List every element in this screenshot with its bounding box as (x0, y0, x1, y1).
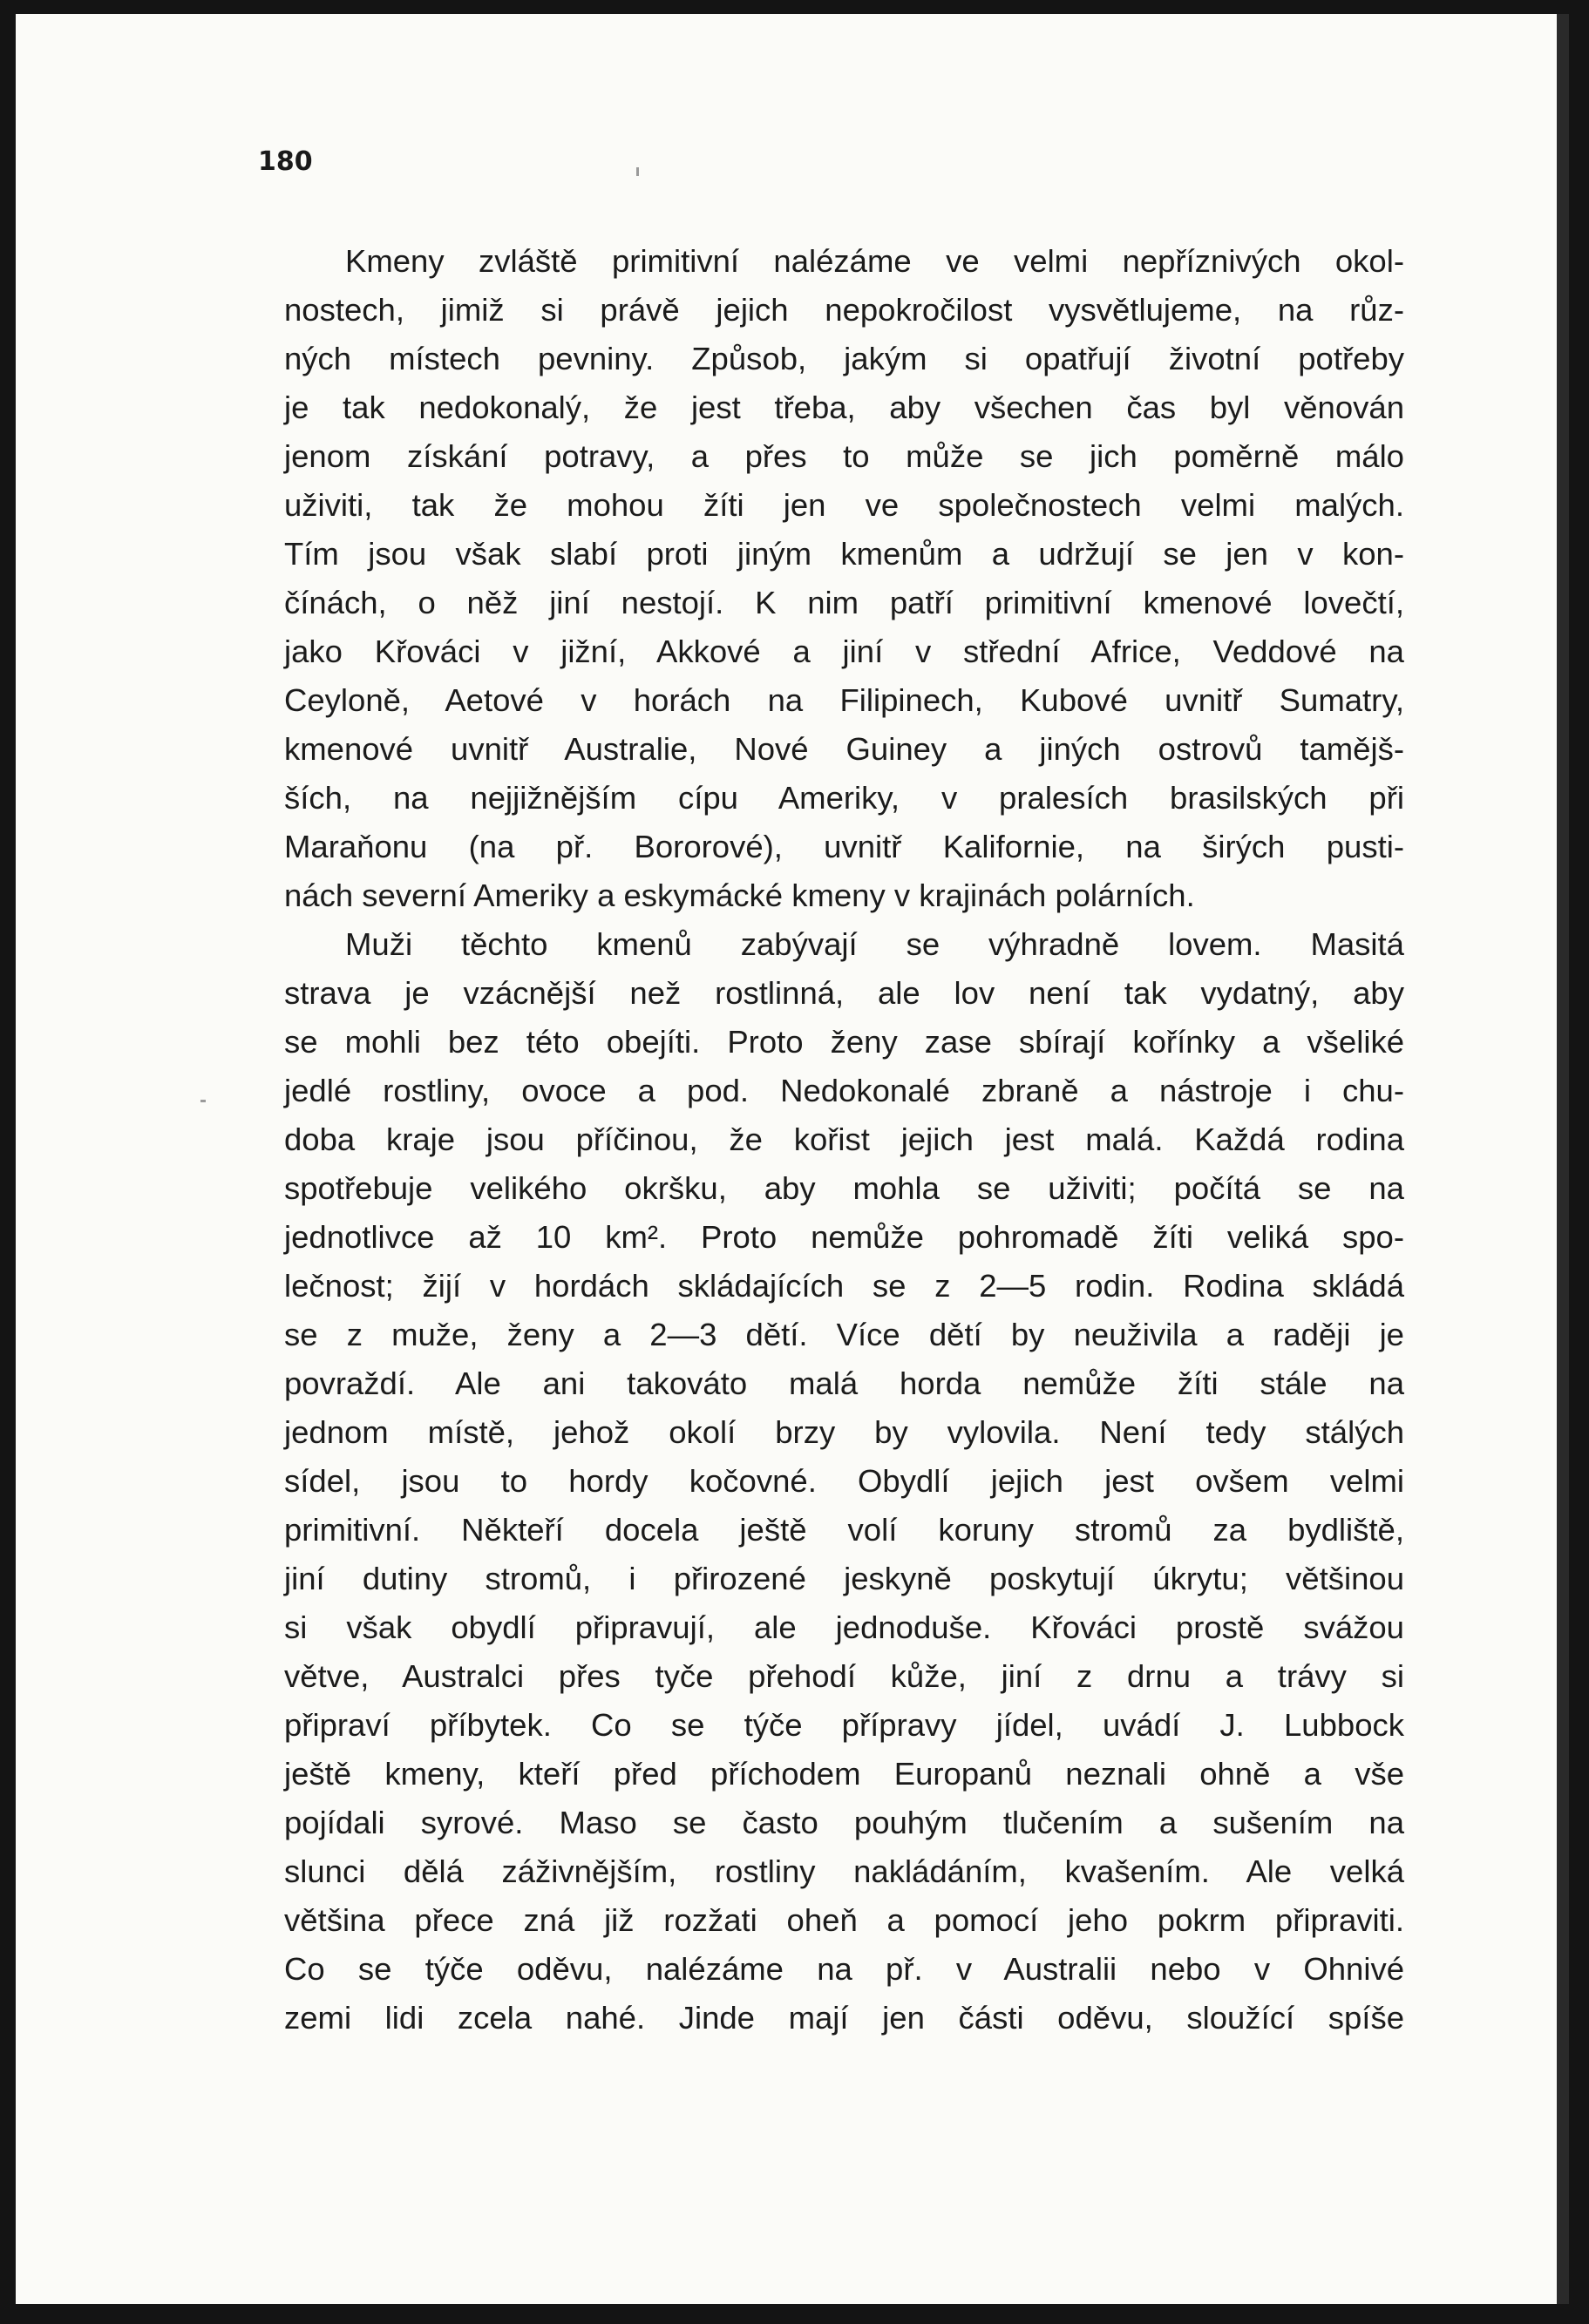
text-line: povraždí. Ale ani takováto malá horda nemůže žíti stále na (284, 1365, 1404, 1401)
text-line: sídel, jsou to hordy kočovné. Obydlí jejich jest ovšem velmi (284, 1463, 1404, 1499)
text-line: je tak nedokonalý, že jest třeba, aby všechen čas byl věnován (284, 390, 1404, 425)
text-line: nostech, jimiž si právě jejich nepokročilost vysvětlujeme, na růz- (284, 292, 1404, 328)
text-line: se z muže, ženy a 2—3 dětí. Více dětí by neuživila a raději je (284, 1317, 1404, 1352)
text-line: primitivní. Někteří docela ještě volí koruny stromů za bydliště, (284, 1512, 1404, 1548)
text-line: spotřebuje velikého okršku, aby mohla se uživiti; počítá se na (284, 1170, 1404, 1206)
text-line: Tím jsou však slabí proti jiným kmenům a udržují se jen v kon- (284, 536, 1404, 572)
text-line: jenom získání potravy, a přes to může se jich poměrně málo (284, 438, 1404, 474)
text-line: zemi lidi zcela nahé. Jinde mají jen části oděvu, sloužící spíše (284, 2000, 1404, 2036)
body-text (284, 237, 1404, 2043)
text-line: Co se týče oděvu, nalézáme na př. v Australii nebo v Ohnivé (284, 1951, 1404, 1987)
text-line: slunci dělá záživnějším, rostliny nakládáním, kvašením. Ale velká (284, 1853, 1404, 1889)
text-line: větve, Australci přes tyče přehodí kůže, jiní z drnu a trávy si (284, 1658, 1404, 1694)
text-line: nách severní Ameriky a eskymácké kmeny v krajinách polárních. (284, 877, 1195, 913)
text-line: doba kraje jsou příčinou, že kořist jejich jest malá. Každá rodina (284, 1121, 1404, 1157)
text-line: jednotlivce až 10 km². Proto nemůže pohromadě žíti veliká spo- (284, 1219, 1404, 1255)
text-line: Maraňonu (na př. Bororové), uvnitř Kalifornie, na širých pusti- (284, 829, 1404, 864)
text-line: ších, na nejjižnějším cípu Ameriky, v pralesích brasilských při (284, 780, 1404, 816)
text-line: jiní dutiny stromů, i přirozené jeskyně poskytují úkrytu; většinou (284, 1561, 1404, 1596)
page-edge-shadow (1557, 14, 1569, 2304)
text-line: většina přece zná již rozžati oheň a pomocí jeho pokrm připraviti. (284, 1902, 1404, 1938)
text-line: ných místech pevniny. Způsob, jakým si opatřují životní potřeby (284, 341, 1404, 376)
text-line: uživiti, tak že mohou žíti jen ve společnostech velmi malých. (284, 487, 1404, 523)
text-line: jako Křováci v jižní, Akkové a jiní v střední Africe, Veddové na (284, 634, 1404, 669)
text-line: Muži těchto kmenů zabývají se výhradně lovem. Masitá (345, 926, 1404, 962)
text-line: jedlé rostliny, ovoce a pod. Nedokonalé zbraně a nástroje i chu- (284, 1073, 1404, 1108)
text-line: strava je vzácnější než rostlinná, ale lov není tak vydatný, aby (284, 975, 1404, 1011)
text-line: lečnost; žijí v hordách skládajících se z 2—5 rodin. Rodina skládá (284, 1268, 1404, 1304)
page-number: 180 (258, 146, 313, 177)
text-line: pojídali syrové. Maso se často pouhým tlučením a sušením na (284, 1805, 1404, 1840)
text-line: Kmeny zvláště primitivní nalézáme ve velmi nepříznivých okol- (345, 243, 1404, 279)
scan-speck (636, 167, 639, 176)
text-line: kmenové uvnitř Australie, Nové Guiney a jiných ostrovů tamějš- (284, 731, 1404, 767)
text-line: jednom místě, jehož okolí brzy by vylovila. Není tedy stálých (284, 1414, 1404, 1450)
text-line: Ceyloně, Aetové v horách na Filipinech, Kubové uvnitř Sumatry, (284, 682, 1404, 718)
text-line: připraví příbytek. Co se týče přípravy jídel, uvádí J. Lubbock (284, 1707, 1404, 1743)
text-line: čínách, o něž jiní nestojí. K nim patří primitivní kmenové lovečtí, (284, 585, 1404, 620)
text-line: se mohli bez této obejíti. Proto ženy zase sbírají kořínky a všeliké (284, 1024, 1404, 1060)
scan-speck (200, 1100, 206, 1102)
text-line: si však obydlí připravují, ale jednoduše. Křováci prostě svážou (284, 1609, 1404, 1645)
text-line: ještě kmeny, kteří před příchodem Europanů neznali ohně a vše (284, 1756, 1404, 1792)
